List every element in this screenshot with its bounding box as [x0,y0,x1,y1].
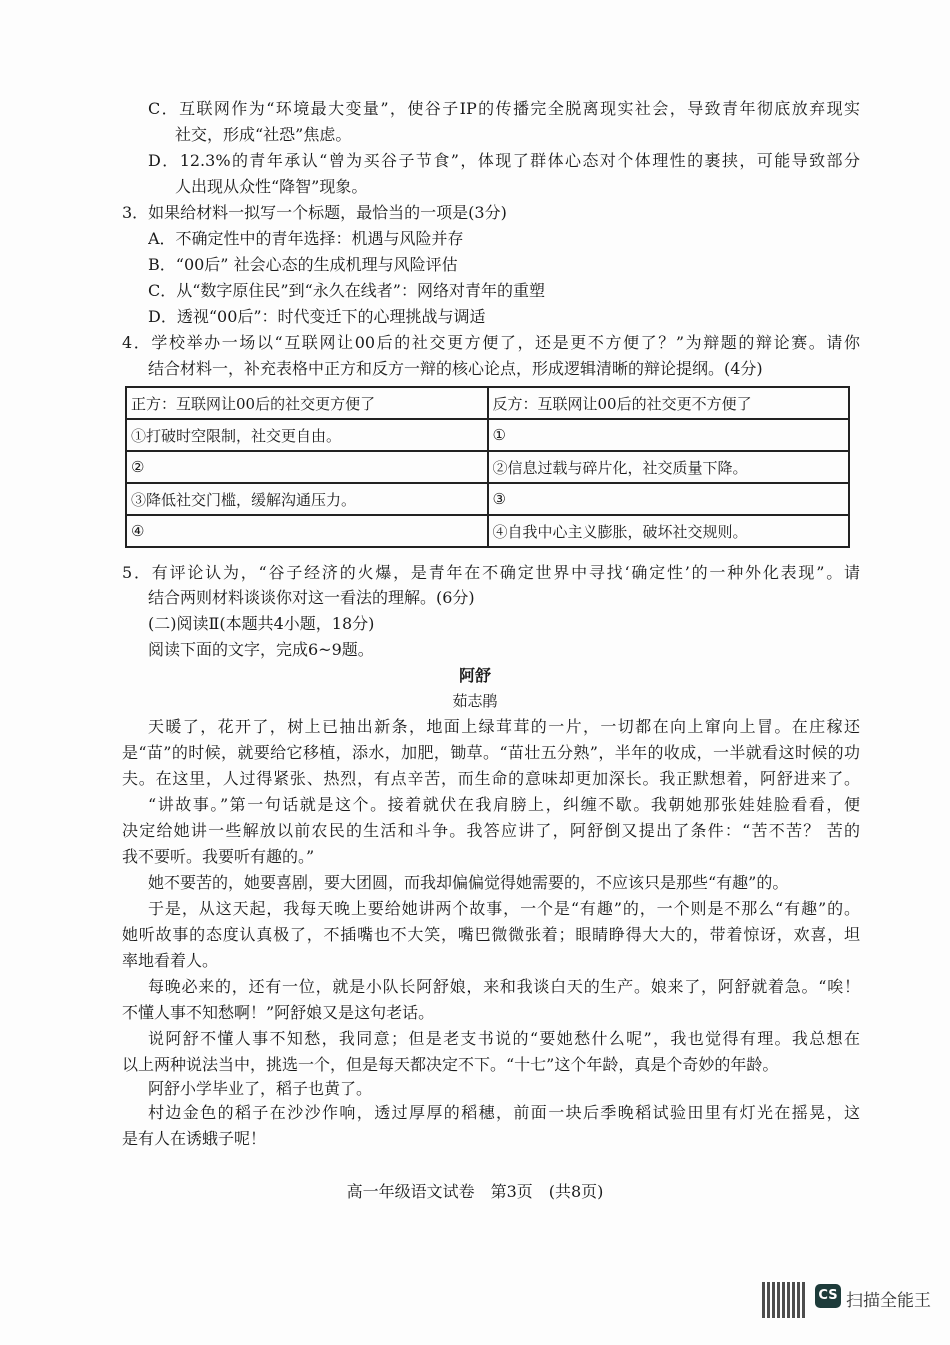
text-line: C．互联网作为“环境最大变量”，使谷子IP的传播完全脱离现实社会，导致青年彻底放弃现实 [148,99,860,118]
debate-table [125,386,850,548]
page-footer: 高一年级语文试卷 第3页 (共8页) [346,1182,604,1201]
passage-line: 是“苗”的时候，就要给它移植，添水，加肥，锄草。“苗壮五分熟”，半年的收成，一半就看这时候的功 [122,743,860,762]
question-stem: 结合两则材料谈谈你对这一看法的理解。(6分) [148,588,475,607]
passage-line: 村边金色的稻子在沙沙作响，透过厚厚的稻穗，前面一块后季晚稻试验田里有灯光在摇晃，这 [148,1103,860,1122]
option-b: B．“00后” 社会心态的生成机理与风险评估 [148,255,458,274]
section-heading: (二)阅读Ⅱ(本题共4小题，18分) [148,614,375,633]
question-stem: 4．学校举办一场以“互联网让00后的社交更方便了，还是更不方便了？”为辩题的辩论赛。请你 [122,333,860,352]
passage-line: 天暖了，花开了，树上已抽出新条，地面上绿茸茸的一片，一切都在向上窜向上冒。在庄稼还 [148,717,860,736]
camscanner-name: 扫描全能王 [846,1291,931,1311]
table-cell: ①打破时空限制，社交更自由。 [126,419,488,451]
passage-line: 每晚必来的，还有一位，就是小队长阿舒娘，来和我谈白天的生产。娘来了，阿舒就着急。“唉！ [148,977,860,996]
table-cell: ③降低社交门槛，缓解沟通压力。 [126,483,488,515]
passage-line: 说阿舒不懂人事不知愁，我同意；但是老支书说的“要她愁什么呢”，我也觉得有理。我总想在 [148,1029,860,1048]
section-instruction: 阅读下面的文字，完成6~9题。 [148,640,374,659]
table-row [126,483,849,515]
passage-line: 夫。在这里，人过得紧张、热烈，有点辛苦，而生命的意味却更加深长。我正默想着，阿舒进来了。 [122,769,860,788]
text-line: 社交，形成“社恐”焦虑。 [175,125,352,144]
qr-code-icon [762,1282,806,1318]
passage-line: 以上两种说法当中，挑选一个，但是每天都决定不下。“十七”这个年龄，真是个奇妙的年龄。 [122,1055,779,1074]
question-stem: 3．如果给材料一拟写一个标题，最恰当的一项是(3分) [122,203,507,222]
table-row [126,451,849,483]
passage-line: 阿舒小学毕业了，稻子也黄了。 [148,1079,373,1098]
question-stem: 5．有评论认为，“谷子经济的火爆，是青年在不确定世界中寻找‘确定性’的一种外化表现”。请 [122,563,860,582]
passage-line: 率地看着人。 [122,951,219,970]
passage-author: 茹志鹃 [452,692,498,710]
passage-line: 是有人在诱蛾子呢！ [122,1129,267,1148]
passage-line: 于是，从这天起，我每天晚上要给她讲两个故事，一个是“有趣”的，一个则是不那么“有趣”的。 [148,899,860,918]
option-d: D．透视“00后”：时代变迁下的心理挑战与调适 [148,307,486,326]
question-stem: 结合材料一，补充表格中正方和反方一辩的核心论点，形成逻辑清晰的辩论提纲。(4分) [148,359,763,378]
table-row [126,419,849,451]
camscanner-logo-icon: CS [815,1284,841,1308]
table-cell: ④自我中心主义膨胀，破坏社交规则。 [488,515,850,547]
option-c: C．从“数字原住民”到“永久在线者”：网络对青年的重塑 [148,281,545,300]
passage-line: “讲故事。”第一句话就是这个。接着就伏在我肩膀上，纠缠不歇。我朝她那张娃娃脸看看，便 [148,795,860,814]
header-pro: 正方：互联网让00后的社交更方便了 [126,387,488,419]
table-header-row [126,387,849,419]
passage-title: 阿舒 [458,666,491,685]
table-cell: ③ [488,483,850,515]
passage-line: 决定给她讲一些解放以前农民的生活和斗争。我答应讲了，阿舒倒又提出了条件：“苦不苦？ 苦的 [122,821,860,840]
table-cell: ① [488,419,850,451]
passage-line: 她不要苦的，她要喜剧，要大团圆，而我却偏偏觉得她需要的，不应该只是那些“有趣”的。 [148,873,789,892]
table-row [126,515,849,547]
passage-line: 不懂人事不知愁啊！”阿舒娘又是这句老话。 [122,1003,435,1022]
passage-line: 我不要听。我要听有趣的。” [122,847,315,866]
header-con: 反方：互联网让00后的社交更不方便了 [488,387,850,419]
table-cell: ② [126,451,488,483]
text-line: 人出现从众性“降智”现象。 [175,177,368,196]
text-line: D．12.3%的青年承认“曾为买谷子节食”，体现了群体心态对个体理性的裹挟，可能导致部分 [148,151,860,170]
table-cell: ④ [126,515,488,547]
table-cell: ②信息过载与碎片化，社交质量下降。 [488,451,850,483]
option-a: A．不确定性中的青年选择：机遇与风险并存 [148,229,464,248]
passage-line: 她听故事的态度认真极了，不插嘴也不大笑，嘴巴微微张着；眼睛睁得大大的，带着惊讶，欢喜，坦 [122,925,860,944]
